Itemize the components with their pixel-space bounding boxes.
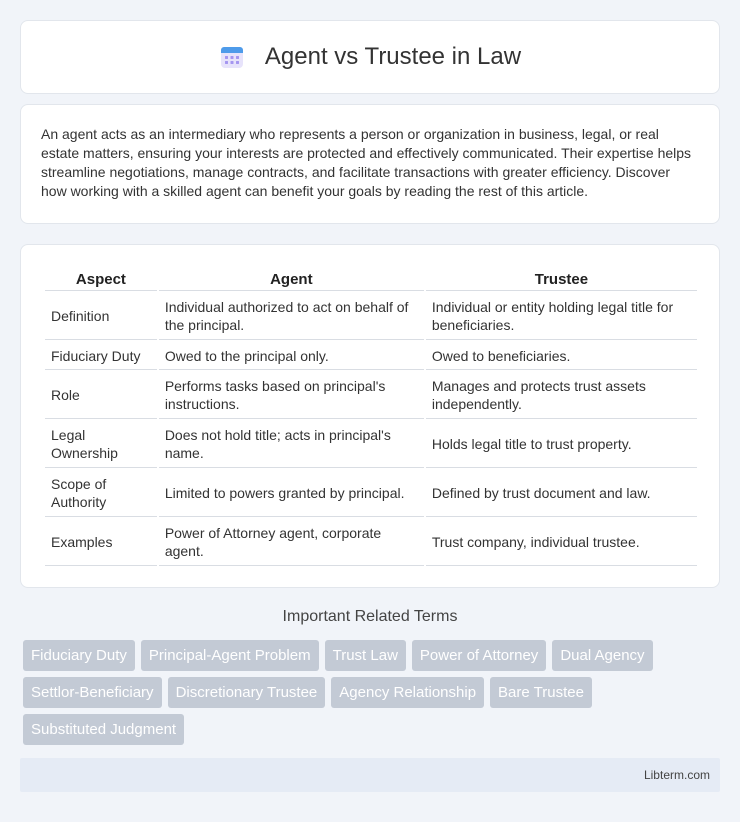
tag-dual-agency[interactable]: Dual Agency [552, 640, 652, 671]
table-cell: Limited to powers granted by principal. [159, 470, 424, 517]
table-cell: Trust company, individual trustee. [426, 519, 697, 566]
table-cell: Individual or entity holding legal title for beneficiaries. [426, 293, 697, 340]
tag-fiduciary-duty[interactable]: Fiduciary Duty [23, 640, 135, 671]
table-cell: Fiduciary Duty [45, 342, 157, 370]
tag-principal-agent-problem[interactable]: Principal-Agent Problem [141, 640, 319, 671]
table-cell: Examples [45, 519, 157, 566]
tag-substituted-judgment[interactable]: Substituted Judgment [23, 714, 184, 745]
tag-agency-relationship[interactable]: Agency Relationship [331, 677, 484, 708]
table-row [45, 342, 697, 370]
table-row [45, 519, 697, 566]
table-row [45, 293, 697, 340]
table-cell: Performs tasks based on principal's instructions. [159, 372, 424, 419]
table-cell: Legal Ownership [45, 421, 157, 468]
tag-discretionary-trustee[interactable]: Discretionary Trustee [168, 677, 326, 708]
related-terms-title: Important Related Terms [282, 608, 458, 625]
table-cell: Scope of Authority [45, 470, 157, 517]
table-cell: Manages and protects trust assets independently. [426, 372, 697, 419]
column-header-agent: Agent [159, 267, 424, 291]
table-cell: Defined by trust document and law. [426, 470, 697, 517]
table-row [45, 421, 697, 468]
table-header-row [45, 267, 697, 291]
table-cell: Owed to the principal only. [159, 342, 424, 370]
table-cell: Power of Attorney agent, corporate agent. [159, 519, 424, 566]
table-cell: Definition [45, 293, 157, 340]
tag-bare-trustee[interactable]: Bare Trustee [490, 677, 592, 708]
calendar-icon [219, 44, 245, 70]
comparison-table [43, 265, 699, 568]
table-cell: Role [45, 372, 157, 419]
page-title: Agent vs Trustee in Law [264, 43, 522, 70]
column-header-aspect: Aspect [45, 267, 157, 291]
tag-power-of-attorney[interactable]: Power of Attorney [412, 640, 546, 671]
intro-card [20, 104, 720, 224]
tag-trust-law[interactable]: Trust Law [325, 640, 406, 671]
column-header-trustee: Trustee [426, 267, 697, 291]
footer [20, 758, 720, 792]
footer-link[interactable]: Libterm.com [643, 768, 710, 782]
table-row [45, 470, 697, 517]
table-cell: Does not hold title; acts in principal's name. [159, 421, 424, 468]
tag-settlor-beneficiary[interactable]: Settlor-Beneficiary [23, 677, 162, 708]
intro-text: An agent acts as an intermediary who represents a person or organization in business, legal, or real estate matters, ensuring your interests are protected and effectively communicated. Their expertise helps streamline negotiations, manage contracts, and facilitate transactions with greater efficiency. Discover how working with a skilled agent can benefit your goals by reading the rest of this article. [41, 126, 692, 199]
header-card [20, 20, 720, 94]
table-cell: Owed to beneficiaries. [426, 342, 697, 370]
table-cell: Holds legal title to trust property. [426, 421, 697, 468]
comparison-card [20, 244, 720, 588]
table-cell: Individual authorized to act on behalf of the principal. [159, 293, 424, 340]
table-row [45, 372, 697, 419]
related-terms-list [23, 640, 723, 751]
